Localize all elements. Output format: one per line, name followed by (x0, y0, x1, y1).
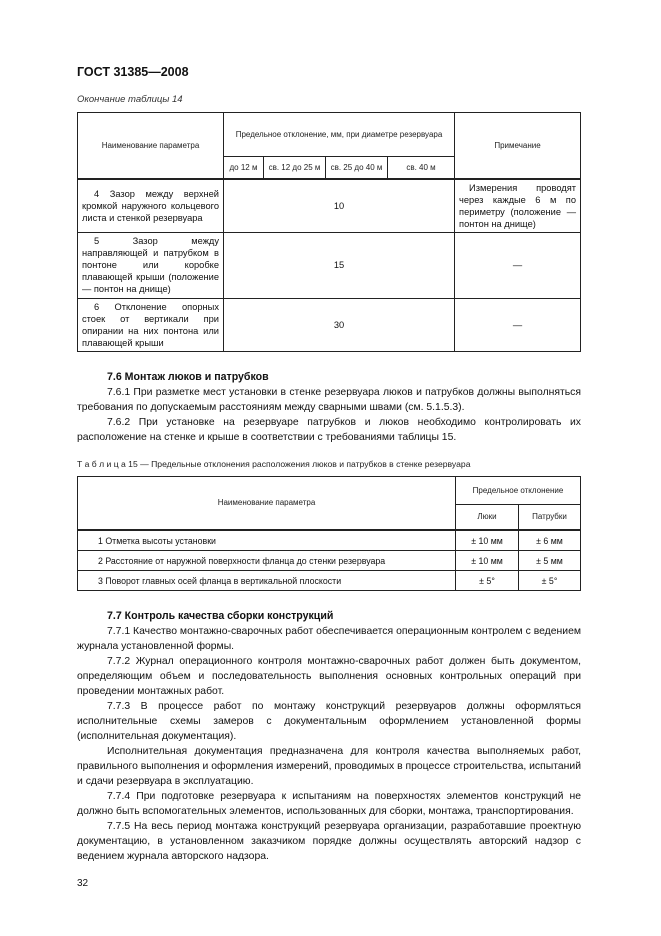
param-cell: 5 Зазор между направляющей и патрубком в понтоне или коробке плавающей крыши (положение — понтон на днище) (78, 232, 224, 298)
header-sub: св. 40 м (388, 157, 455, 179)
param-cell: 4 Зазор между верхней кромкой наружного кольцевого листа и стенкой резервуара (78, 179, 224, 233)
table-row (78, 232, 581, 298)
paragraph: 7.7.4 При подготовке резервуара к испытаниям на поверхностях элементов конструкций не должно быть вспомогательных элементов, использованных для сборки, монтажа, транспортирования. (77, 791, 581, 817)
document-header: ГОСТ 31385—2008 (77, 65, 189, 79)
paragraph: 7.6.1 При разметке мест установки в стенке резервуара люков и патрубков должны выполняться требования по допускаемым расстояниям между сварными швами (см. 5.1.5.3). (77, 386, 581, 413)
hatches-cell: ± 10 мм (456, 530, 519, 551)
header-deviation: Предельное отклонение (456, 476, 581, 504)
paragraph: 7.7.5 На весь период монтажа конструкций резервуара организации, разработавшие проектную документацию, в установленном заказчиком порядке должны осуществлять авторский надзор с ведением журнала авторского надзора. (77, 821, 581, 862)
page-number: 32 (77, 878, 89, 889)
note-cell: — (455, 298, 581, 351)
paragraph: Исполнительная документация предназначена для контроля качества выполняемых работ, правильного выполнения и оформления измерений, проводимых в процессе строительства, испытаний и сдачи резервуара в эксплуатацию. (77, 746, 581, 787)
table-row (78, 551, 581, 571)
note-cell: — (455, 232, 581, 298)
table-15-caption: Т а б л и ц а 15 — Предельные отклонения расположения люков и патрубков в стенке резервуара (77, 458, 471, 469)
param-cell: 3 Поворот главных осей фланца в вертикальной плоскости (78, 571, 456, 591)
header-sub: до 12 м (224, 157, 264, 179)
hatches-cell: ± 5° (456, 571, 519, 591)
header-hatches: Люки (456, 504, 519, 530)
table-15 (77, 476, 581, 592)
paragraph: 7.7.3 В процессе работ по монтажу конструкций резервуаров должны оформляться исполнительные схемы замеров с документальным оформлением установленной формы (исполнительная документация). (77, 701, 581, 742)
table-14-caption: Окончание таблицы 14 (77, 94, 183, 105)
header-note: Примечание (455, 113, 581, 179)
header-nozzles: Патрубки (519, 504, 581, 530)
nozzles-cell: ± 5 мм (519, 551, 581, 571)
note-cell: Измерения проводят через каждые 6 м по периметру (положение — понтон на днище) (455, 179, 581, 233)
param-cell: 6 Отклонение опорных стоек от вертикали при опирании на них понтона или плавающей крыши (78, 298, 224, 351)
header-deviation: Предельное отклонение, мм, при диаметре резервуара (224, 113, 455, 157)
param-cell: 1 Отметка высоты установки (78, 530, 456, 551)
section-title: 7.7 Контроль качества сборки конструкций (107, 610, 334, 622)
param-cell: 2 Расстояние от наружной поверхности фланца до стенки резервуара (78, 551, 456, 571)
table-row (78, 530, 581, 551)
nozzles-cell: ± 5° (519, 571, 581, 591)
section-7-7 (77, 609, 581, 864)
section-title: 7.6 Монтаж люков и патрубков (107, 370, 269, 383)
paragraph: 7.7.1 Качество монтажно-сварочных работ обеспечивается операционным контролем с ведением журнала установленной формы. (77, 626, 581, 652)
hatches-cell: ± 10 мм (456, 551, 519, 571)
header-param: Наименование параметра (78, 476, 456, 530)
header-param: Наименование параметра (78, 113, 224, 179)
value-cell: 15 (224, 232, 455, 298)
paragraph: 7.7.2 Журнал операционного контроля монтажно-сварочных работ должен быть документом, определяющим объем и последовательность выполнения основных контрольных операций при проведении монтажных работ. (77, 656, 581, 697)
nozzles-cell: ± 6 мм (519, 530, 581, 551)
table-row (78, 179, 581, 233)
paragraph: 7.6.2 При установке на резервуаре патрубков и люков необходимо контролировать их расположение на стенке и крыше в соответствии с требованиями таблицы 15. (77, 416, 581, 443)
table-14 (77, 112, 581, 352)
value-cell: 10 (224, 179, 455, 233)
table-row (78, 571, 581, 591)
header-sub: св. 25 до 40 м (326, 157, 388, 179)
header-sub: св. 12 до 25 м (264, 157, 326, 179)
value-cell: 30 (224, 298, 455, 351)
table-row (78, 298, 581, 351)
section-7-6 (77, 370, 581, 445)
page-content (77, 0, 581, 920)
